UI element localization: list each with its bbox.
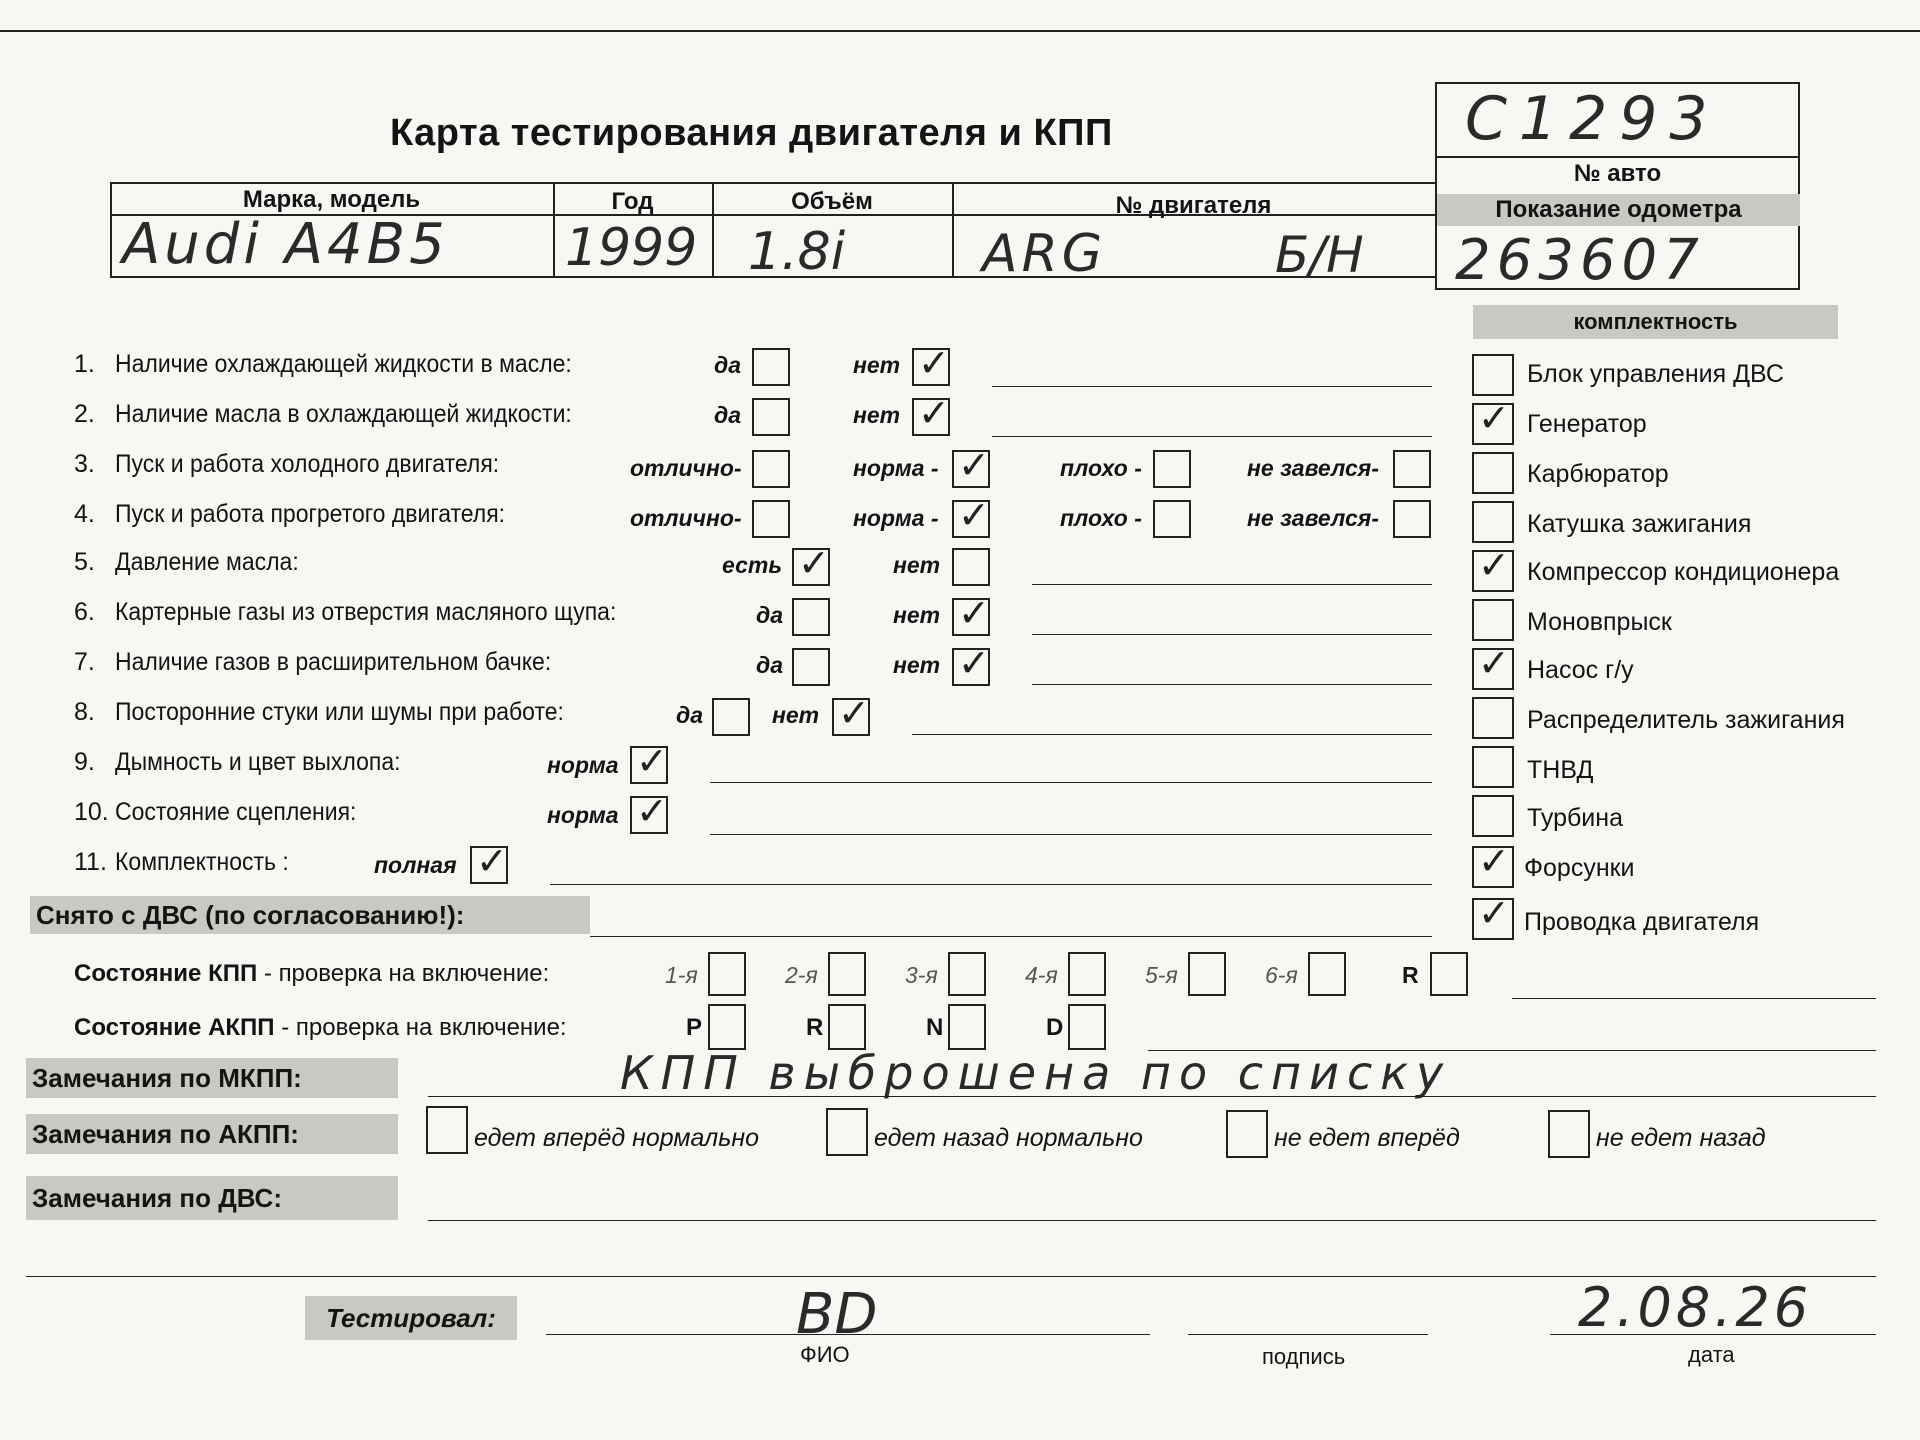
date-label: дата [1688,1342,1735,1367]
akpp-gear-d-checkbox[interactable] [1068,1004,1106,1050]
akpp-label [74,1014,567,1042]
kpp-gear-4-label: 4-я [1025,962,1058,988]
completeness-checkbox-8[interactable] [1472,697,1514,739]
kpp-answer-line [1512,998,1876,999]
completeness-item-1: Блок управления ДВС [1527,360,1784,388]
year-value: 1999 [565,218,698,278]
kpp-gear-3-checkbox[interactable] [948,952,986,996]
q3-text: Пуск и работа холодного двигателя: [115,450,500,478]
kpp-gear-6-checkbox[interactable] [1308,952,1346,996]
akpp-label-rest: - проверка на включение: [274,1014,567,1041]
make-value: Audi A4B5 [122,212,449,277]
check-mark-icon: ✓ [958,443,990,487]
check-mark-icon: ✓ [838,691,870,735]
akpp-gear-n-checkbox[interactable] [948,1004,986,1050]
remarks-dvs-line [428,1220,1876,1221]
akpp-option-3-checkbox[interactable] [1226,1110,1268,1158]
page-title: Карта тестирования двигателя и КПП [390,112,1113,154]
completeness-checkbox-11[interactable] [1472,839,1514,888]
check-mark-icon: ✓ [636,789,668,833]
akpp-gear-n-label: N [926,1014,944,1041]
q4-opt-nostart-checkbox[interactable] [1393,500,1431,538]
q7-opt-net-checkbox[interactable] [952,641,990,686]
q6-opt-net-label: нет [893,602,941,628]
completeness-item-9: ТНВД [1527,756,1594,784]
q5-answer-line [1032,584,1432,585]
check-mark-icon: ✓ [1478,891,1510,935]
q8-answer-line [912,734,1432,735]
q3-opt-excellent-label: отлично- [630,455,742,481]
q2-opt-da-checkbox[interactable] [752,398,790,436]
q1-answer-line [992,386,1432,387]
completeness-item-5: Компрессор кондиционера [1527,558,1840,586]
fio-line [546,1334,1150,1335]
remarks-mkpp-line [428,1096,1876,1097]
kpp-gear-5-checkbox[interactable] [1188,952,1226,996]
q2-text: Наличие масла в охлаждающей жидкости: [115,400,572,428]
remarks-mkpp-value: КПП выброшена по списку [620,1046,1452,1100]
completeness-checkbox-5[interactable] [1472,543,1514,592]
car-code-value: C1293 [1465,84,1720,154]
kpp-gear-3-label: 3-я [905,962,938,988]
q3-opt-normal-label: норма - [853,455,939,481]
completeness-item-6: Моновпрыск [1527,608,1672,636]
completeness-item-4: Катушка зажигания [1527,510,1752,538]
q10-opt-normal-checkbox[interactable] [630,789,668,834]
kpp-gear-r-label: R [1402,962,1419,988]
kpp-gear-1-label: 1-я [665,962,698,988]
q6-opt-net-checkbox[interactable] [952,591,990,636]
q10-text: Состояние сцепления: [115,798,357,826]
kpp-gear-5-label: 5-я [1145,962,1178,988]
q11-opt-full-label: полная [374,852,457,878]
q9-num: 9. [74,748,95,776]
volume-label: Объём [791,188,873,215]
q1-opt-da-checkbox[interactable] [752,348,790,386]
q11-num: 11. [74,848,107,876]
akpp-option-2-label: едет назад нормально [874,1124,1143,1152]
car-no-label: № авто [1573,160,1662,187]
q1-opt-net-label: нет [853,352,901,378]
completeness-item-10: Турбина [1527,804,1623,832]
q8-text: Посторонние стуки или шумы при работе: [115,698,564,726]
q2-opt-da-label: да [714,402,742,428]
make-label: Марка, модель [242,186,421,213]
odometer-value: 263607 [1455,228,1705,293]
q3-opt-nostart-checkbox[interactable] [1393,450,1431,488]
q11-opt-full-checkbox[interactable] [470,839,508,884]
tested-by-value: BD [796,1282,878,1347]
engine-value-2: Б/Н [1275,226,1364,284]
q1-text: Наличие охлаждающей жидкости в масле: [115,350,572,378]
q2-answer-line [992,436,1432,437]
q9-opt-normal-label: норма [547,752,619,778]
q7-opt-net-label: нет [893,652,941,678]
check-mark-icon: ✓ [958,641,990,685]
completeness-item-12: Проводка двигателя [1524,908,1760,936]
q8-opt-net-label: нет [772,702,820,728]
signature-line [1188,1334,1428,1335]
q2-opt-net-label: нет [853,402,901,428]
q5-text: Давление масла: [115,548,299,576]
kpp-label-rest: - проверка на включение: [257,960,550,987]
q5-opt-yes-checkbox[interactable] [792,541,830,586]
kpp-gear-2-label: 2-я [785,962,818,988]
completeness-item-11: Форсунки [1524,854,1635,882]
completeness-item-8: Распределитель зажигания [1527,706,1845,734]
check-mark-icon: ✓ [1478,396,1510,440]
completeness-header: комплектность [1473,305,1838,339]
q4-text: Пуск и работа прогретого двигателя: [115,500,506,528]
engine-label: № двигателя [1115,192,1272,219]
q4-opt-nostart-label: не завелся- [1247,505,1379,531]
car-code-divider [1435,156,1800,158]
volume-value: 1.8i [748,222,846,282]
q7-num: 7. [74,648,95,676]
akpp-option-2-checkbox[interactable] [826,1108,868,1156]
akpp-option-1-checkbox[interactable] [426,1106,468,1154]
q11-text: Комплектность : [115,848,289,876]
completeness-checkbox-12[interactable] [1472,891,1514,940]
removed-answer-line [590,936,1432,937]
akpp-gear-p-label: P [686,1014,703,1041]
q9-answer-line [710,782,1432,783]
tested-label: Тестировал: [305,1296,517,1340]
q10-opt-normal-label: норма [547,802,619,828]
completeness-checkbox-7[interactable] [1472,641,1514,690]
completeness-checkbox-9[interactable] [1472,746,1514,788]
kpp-label-bold: Состояние КПП [74,960,258,987]
q6-opt-da-label: да [756,602,784,628]
q9-opt-normal-checkbox[interactable] [630,739,668,784]
akpp-label-bold: Состояние АКПП [74,1014,275,1041]
q3-num: 3. [74,450,95,478]
q4-num: 4. [74,500,95,528]
completeness-item-2: Генератор [1527,410,1647,438]
q10-num: 10. [74,798,109,826]
check-mark-icon: ✓ [958,591,990,635]
completeness-item-7: Насос г/у [1527,656,1634,684]
q3-opt-bad-checkbox[interactable] [1153,450,1191,488]
odometer-label: Показание одометра [1437,194,1800,226]
q4-opt-bad-label: плохо - [1060,505,1142,531]
q3-opt-excellent-checkbox[interactable] [752,450,790,488]
q6-answer-line [1032,634,1432,635]
q8-opt-da-checkbox[interactable] [712,698,750,736]
check-mark-icon: ✓ [476,839,508,883]
q5-opt-yes-label: есть [722,552,782,578]
engine-value: ARG [982,224,1106,284]
q4-opt-excellent-checkbox[interactable] [752,500,790,538]
q6-opt-da-checkbox[interactable] [792,598,830,636]
completeness-item-3: Карбюратор [1527,460,1669,488]
q10-answer-line [710,834,1432,835]
removed-label: Снято с ДВС (по согласованию!): [30,896,590,934]
q2-opt-net-checkbox[interactable] [912,391,950,436]
q8-opt-da-label: да [676,702,704,728]
akpp-option-4-checkbox[interactable] [1548,1110,1590,1158]
check-mark-icon: ✓ [1478,839,1510,883]
q7-answer-line [1032,684,1432,685]
akpp-gear-p-checkbox[interactable] [708,1004,746,1050]
kpp-gear-1-checkbox[interactable] [708,952,746,996]
remarks-dvs-label: Замечания по ДВС: [26,1176,398,1220]
akpp-option-1-label: едет вперёд нормально [474,1124,760,1152]
q1-opt-net-checkbox[interactable] [912,341,950,386]
akpp-option-3-label: не едет вперёд [1274,1124,1460,1152]
q8-num: 8. [74,698,95,726]
kpp-label [74,960,549,988]
q4-opt-normal-checkbox[interactable] [952,493,990,538]
q3-opt-normal-checkbox[interactable] [952,443,990,488]
date-value: 2.08.26 [1578,1276,1813,1339]
check-mark-icon: ✓ [1478,543,1510,587]
q11-answer-line [550,884,1432,885]
completeness-checkbox-10[interactable] [1472,795,1514,837]
akpp-option-4-label: не едет назад [1596,1124,1766,1152]
date-line [1550,1334,1876,1335]
q1-num: 1. [74,350,95,378]
q3-opt-bad-label: плохо - [1060,455,1142,481]
q4-opt-normal-label: норма - [853,505,939,531]
q6-text: Картерные газы из отверстия масляного щупа: [115,598,617,626]
fio-label: ФИО [800,1342,850,1367]
check-mark-icon: ✓ [958,493,990,537]
completeness-checkbox-3[interactable] [1472,452,1514,494]
kpp-gear-r-checkbox[interactable] [1430,952,1468,996]
q5-opt-no-label: нет [893,552,941,578]
q4-opt-bad-checkbox[interactable] [1153,500,1191,538]
q7-opt-da-checkbox[interactable] [792,648,830,686]
year-label: Год [611,188,654,215]
check-mark-icon: ✓ [1478,641,1510,685]
q5-num: 5. [74,548,95,576]
akpp-gear-r-label: R [806,1014,824,1041]
check-mark-icon: ✓ [798,541,830,585]
completeness-checkbox-6[interactable] [1472,599,1514,641]
q7-opt-da-label: да [756,652,784,678]
check-mark-icon: ✓ [918,391,950,435]
q9-text: Дымность и цвет выхлопа: [115,748,401,776]
top-border-line [0,30,1920,32]
check-mark-icon: ✓ [918,341,950,385]
kpp-gear-2-checkbox[interactable] [828,952,866,996]
kpp-gear-4-checkbox[interactable] [1068,952,1106,996]
check-mark-icon: ✓ [636,739,668,783]
q3-opt-nostart-label: не завелся- [1247,455,1379,481]
akpp-gear-d-label: D [1046,1014,1064,1041]
completeness-checkbox-2[interactable] [1472,396,1514,445]
remarks-mkpp-label: Замечания по МКПП: [26,1058,398,1098]
akpp-gear-r-checkbox[interactable] [828,1004,866,1050]
q4-opt-excellent-label: отлично- [630,505,742,531]
q5-opt-no-checkbox[interactable] [952,548,990,586]
q7-text: Наличие газов в расширительном бачке: [115,648,552,676]
q2-num: 2. [74,400,95,428]
q8-opt-net-checkbox[interactable] [832,691,870,736]
signature-label: подпись [1262,1344,1346,1369]
completeness-checkbox-4[interactable] [1472,501,1514,543]
remarks-akpp-label: Замечания по АКПП: [26,1114,398,1154]
q1-opt-da-label: да [714,352,742,378]
q6-num: 6. [74,598,95,626]
completeness-checkbox-1[interactable] [1472,354,1514,396]
kpp-gear-6-label: 6-я [1265,962,1298,988]
